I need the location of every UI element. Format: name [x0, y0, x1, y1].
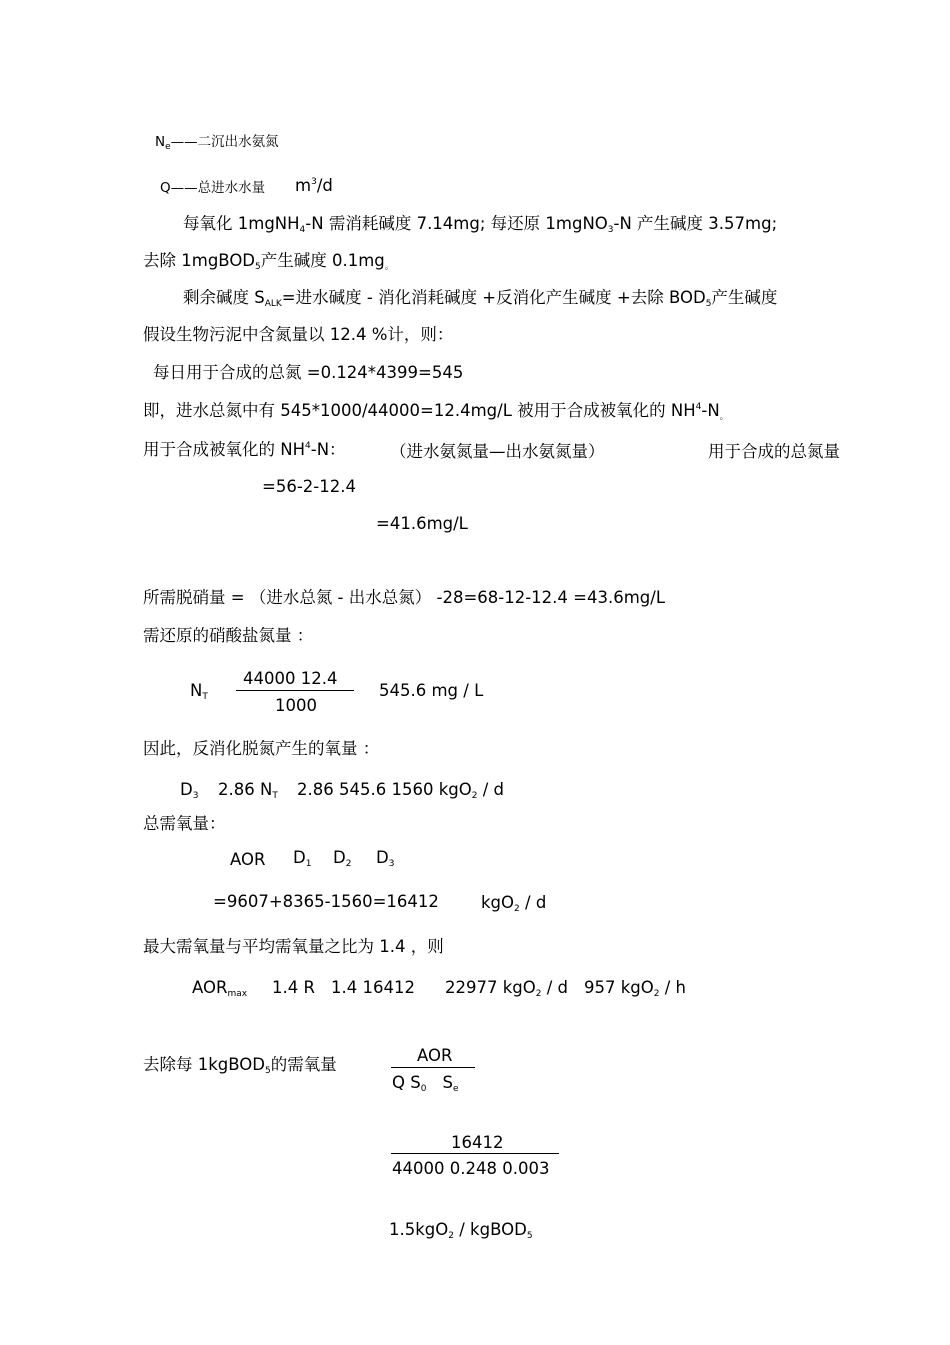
text-b: =进水碱度 - 消化消耗碱度 +反消化产生碱度 +去除 BOD [281, 288, 706, 307]
den1-b: S [442, 1073, 453, 1092]
aormax-c: 1.4 16412 [331, 978, 415, 997]
ammonia-difference: （进水氨氮量—出水氨氮量） [390, 442, 605, 461]
d3-b-sub: T [272, 791, 278, 801]
aor-d1-text: D [293, 848, 306, 867]
aor-symbol: AOR [230, 850, 266, 869]
q-unit [295, 176, 333, 196]
nh4-sup: 4 [695, 402, 702, 412]
calc-line-1: =56-2-12.4 [262, 477, 356, 496]
result-sub: 2 [448, 1231, 454, 1241]
nt-numerator: 44000 12.4 [243, 669, 338, 688]
d3-b [218, 780, 278, 800]
bod-frac2-denominator: 44000 0.248 0.003 [392, 1159, 550, 1178]
aor-unit-a: kgO [481, 893, 515, 912]
q-unit-m: m [295, 176, 312, 195]
text-b: 产生碱度 0.1mg [260, 251, 385, 270]
text-b: -N 需消耗碱度 7.14mg; 每还原 1mgNO [305, 214, 608, 233]
aor-d2 [333, 848, 351, 868]
d3-c-sub: 2 [471, 791, 478, 801]
text-a: 用于合成被氧化的 NH [143, 440, 305, 459]
aor-d2-sub: 2 [345, 859, 352, 869]
aor-d3-sub: 3 [388, 859, 395, 869]
bod-result [389, 1220, 533, 1240]
nh4-sup: 4 [305, 441, 311, 451]
ne-definition [155, 132, 279, 152]
daily-synthesis-nitrogen: 每日用于合成的总氮 =0.124*4399=545 [153, 363, 464, 382]
aor-d3 [376, 848, 394, 868]
aor-calc: =9607+8365-1560=16412 [213, 892, 439, 911]
aormax-d-text: 22977 kgO [445, 978, 536, 997]
aormax-e: / d [541, 978, 569, 997]
text-c: 。 [384, 262, 394, 272]
alkalinity-line-2 [143, 251, 394, 271]
aormax-f [584, 978, 686, 998]
synthesis-total-nitrogen: 用于合成的总氮量 [708, 442, 840, 461]
result-a: 1.5kgO [389, 1220, 449, 1239]
alkalinity-line-1 [183, 214, 777, 234]
bod-frac2-numerator: 16412 [451, 1133, 504, 1152]
alk-sub: ALK [264, 299, 282, 309]
max-ratio: 最大需氧量与平均需氧量之比为 1.4 ，则 [143, 937, 444, 956]
aormax-f-text: 957 kgO [584, 978, 654, 997]
total-oxygen-label: 总需氧量： [143, 814, 226, 833]
result-b: / kgBOD [454, 1220, 527, 1239]
text-a: 剩余碱度 S [183, 288, 265, 307]
aormax-g: / h [659, 978, 687, 997]
sub-5: 5 [255, 262, 261, 272]
d3-a-sub: 3 [192, 791, 199, 801]
ne-sub: e [165, 142, 171, 152]
bod-label-b: 的需氧量 [270, 1055, 337, 1074]
bod-label-a: 去除每 1kgBOD [143, 1055, 265, 1074]
aormax-sub: max [227, 989, 248, 999]
aormax-b: 1.4 R [272, 978, 315, 997]
text-c: 。 [719, 412, 729, 422]
text-a: 即，进水总氮中有 545*1000/44000=12.4mg/L 被用于合成被氧化的 NH [143, 401, 696, 420]
sub-4: 4 [299, 225, 306, 235]
q-unit-sup: 3 [311, 177, 317, 187]
ne-desc: ——二沉出水氨氮 [170, 134, 279, 150]
nitrate-to-reduce: 需还原的硝酸盐氮量 ： [143, 626, 314, 645]
sub-5: 5 [705, 299, 712, 309]
nitrogen-assumption: 假设生物污泥中含氮量以 12.4 %计，则： [143, 325, 454, 344]
calc-line-2: =41.6mg/L [376, 514, 468, 533]
nt-result: 545.6 mg / L [379, 681, 484, 700]
den1-sube: e [452, 1084, 459, 1094]
text-a: 去除 1mgBOD [143, 251, 256, 270]
bod-oxygen-label [143, 1055, 337, 1075]
d3-d: / d [477, 780, 504, 799]
d3-equation [180, 780, 198, 800]
text-a: 每氧化 1mgNH [183, 214, 300, 233]
bod-label-sub: 5 [265, 1066, 271, 1076]
bod-frac1-bar [391, 1067, 475, 1068]
bod-frac1-denominator [392, 1073, 458, 1093]
aormax-a: AOR [192, 978, 228, 997]
nt-fraction-bar [236, 690, 354, 691]
q-unit-rest: /d [316, 176, 333, 195]
ne-symbol: N [155, 134, 166, 150]
synthesis-nh4-label [143, 440, 346, 460]
d3-c-text: 2.86 545.6 1560 kgO [297, 780, 472, 799]
nt-sub: T [202, 692, 208, 702]
aor-d3-text: D [376, 848, 389, 867]
q-desc: Q——总进水水量 [160, 180, 266, 196]
d3-b-text: 2.86 N [218, 780, 273, 799]
aor-d2-text: D [333, 848, 346, 867]
influent-nitrogen-line [143, 401, 729, 421]
d3-a: D [180, 780, 193, 799]
sub-3: 3 [607, 225, 614, 235]
den1-a: Q S [392, 1073, 421, 1092]
aormax-symbol [192, 978, 247, 998]
den1-sub0: 0 [420, 1084, 427, 1094]
text-c: -N 产生碱度 3.57mg; [613, 214, 778, 233]
text-c: 产生碱度 [711, 288, 778, 307]
result-sub5: 5 [526, 1231, 533, 1241]
nt-symbol [190, 681, 208, 701]
q-definition [160, 178, 265, 198]
aor-d1 [293, 848, 311, 868]
aor-d1-sub: 1 [305, 859, 312, 869]
bod-frac1-numerator: AOR [417, 1046, 453, 1065]
aor-unit-sub: 2 [514, 904, 520, 914]
nt-sym: N [190, 681, 203, 700]
aormax-d-sub: 2 [535, 989, 542, 999]
text-b: -N [701, 401, 720, 420]
aormax-f-sub: 2 [653, 989, 660, 999]
aormax-d [445, 978, 568, 998]
d3-c [297, 780, 504, 800]
denitrification-oxygen: 因此，反消化脱氮产生的氧量 ： [143, 739, 380, 758]
aor-calc-unit [481, 893, 546, 913]
bod-frac2-bar [391, 1153, 559, 1154]
denitrification-amount: 所需脱硝量 = （进水总氮 - 出水总氮） -28=68-12-12.4 =43.6mg/L [143, 588, 666, 607]
nt-denominator: 1000 [275, 696, 317, 715]
aor-unit-c: / d [519, 893, 547, 912]
residual-alkalinity [183, 288, 777, 308]
text-b: -N： [310, 440, 346, 459]
